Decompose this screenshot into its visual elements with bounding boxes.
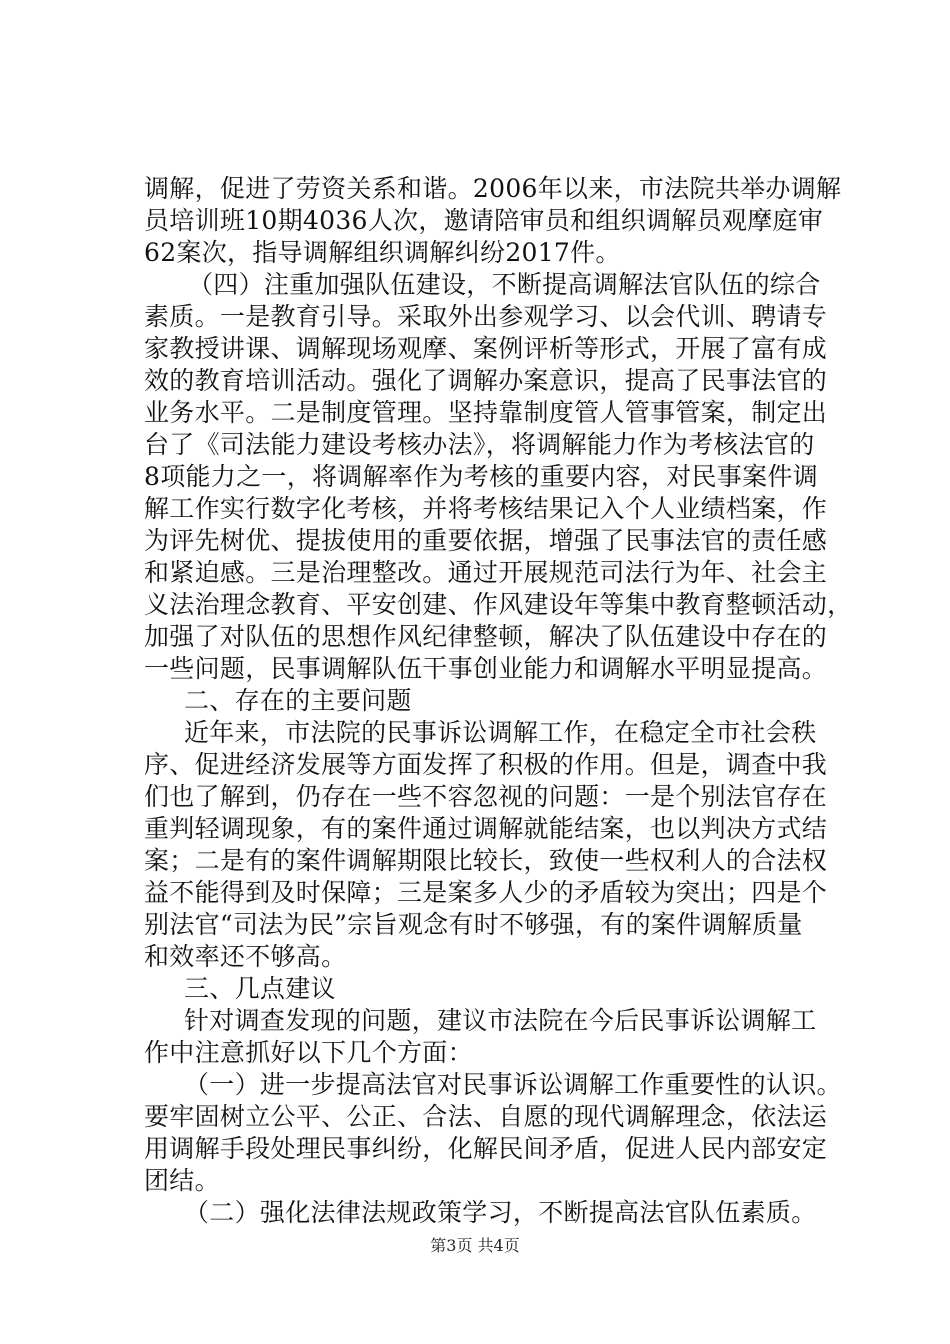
text-line: 和效率还不够高。 xyxy=(144,942,347,971)
text-line: 解工作实行数字化考核，并将考核结果记入个人业绩档案，作 xyxy=(144,494,828,523)
text-line: 要牢固树立公平、公正、合法、自愿的现代调解理念，依法运 xyxy=(144,1102,828,1131)
text-line: 8项能力之一，将调解率作为考核的重要内容，对民事案件调 xyxy=(144,462,819,491)
text-line: 62案次，指导调解组织调解纠纷2017件。 xyxy=(144,238,621,267)
text-line: 团结。 xyxy=(144,1166,220,1195)
text-line: 别法官“司法为民”宗旨观念有时不够强，有的案件调解质量 xyxy=(144,910,803,939)
text-line: 重判轻调现象，有的案件通过调解就能结案，也以判决方式结 xyxy=(144,814,828,843)
text-line: 和紧迫感。三是治理整改。通过开展规范司法行为年、社会主 xyxy=(144,558,828,587)
paragraph-start-line: 针对调查发现的问题，建议市法院在今后民事诉讼调解工 xyxy=(184,1006,817,1035)
text-line: 序、促进经济发展等方面发挥了积极的作用。但是，调查中我 xyxy=(144,750,828,779)
text-line: 案；二是有的案件调解期限比较长，致使一些权利人的合法权 xyxy=(144,846,828,875)
text-line: 用调解手段处理民事纠纷，化解民间矛盾，促进人民内部安定 xyxy=(144,1134,828,1163)
document-body xyxy=(144,173,853,1229)
paragraph-start-line: 近年来，市法院的民事诉讼调解工作，在稳定全市社会秩 xyxy=(184,718,817,747)
text-line: 调解，促进了劳资关系和谐。2006年以来，市法院共举办调解 xyxy=(144,174,842,203)
text-line: 素质。一是教育引导。采取外出参观学习、以会代训、聘请专 xyxy=(144,302,828,331)
section-heading: 二、存在的主要问题 xyxy=(184,686,412,715)
text-line: 一些问题，民事调解队伍干事创业能力和调解水平明显提高。 xyxy=(144,654,828,683)
text-line: 效的教育培训活动。强化了调解办案意识，提高了民事法官的 xyxy=(144,366,828,395)
text-line: 们也了解到，仍存在一些不容忽视的问题：一是个别法官存在 xyxy=(144,782,828,811)
text-line: 员培训班10期4036人次，邀请陪审员和组织调解员观摩庭审 xyxy=(144,206,824,235)
text-line: 作中注意抓好以下几个方面： xyxy=(144,1038,473,1067)
text-line: 义法治理念教育、平安创建、作风建设年等集中教育整顿活动， xyxy=(144,590,853,619)
text-line: 加强了对队伍的思想作风纪律整顿，解决了队伍建设中存在的 xyxy=(144,622,828,651)
text-line: 为评先树优、提拔使用的重要依据，增强了民事法官的责任感 xyxy=(144,526,828,555)
paragraph-start-line: （一）进一步提高法官对民事诉讼调解工作重要性的认识。 xyxy=(184,1070,842,1099)
text-line: 台了《司法能力建设考核办法》，将调解能力作为考核法官的 xyxy=(144,430,815,459)
text-line: 业务水平。二是制度管理。坚持靠制度管人管事管案，制定出 xyxy=(144,398,828,427)
text-line: 益不能得到及时保障；三是案多人少的矛盾较为突出；四是个 xyxy=(144,878,828,907)
section-heading: 三、几点建议 xyxy=(184,974,336,1003)
paragraph-start-line: （四）注重加强队伍建设，不断提高调解法官队伍的综合 xyxy=(188,270,821,299)
page-number-footer: 第3页 共4页 xyxy=(430,1236,520,1255)
paragraph-start-line: （二）强化法律法规政策学习，不断提高法官队伍素质。 xyxy=(184,1198,817,1227)
text-line: 家教授讲课、调解现场观摩、案例评析等形式，开展了富有成 xyxy=(144,334,828,363)
